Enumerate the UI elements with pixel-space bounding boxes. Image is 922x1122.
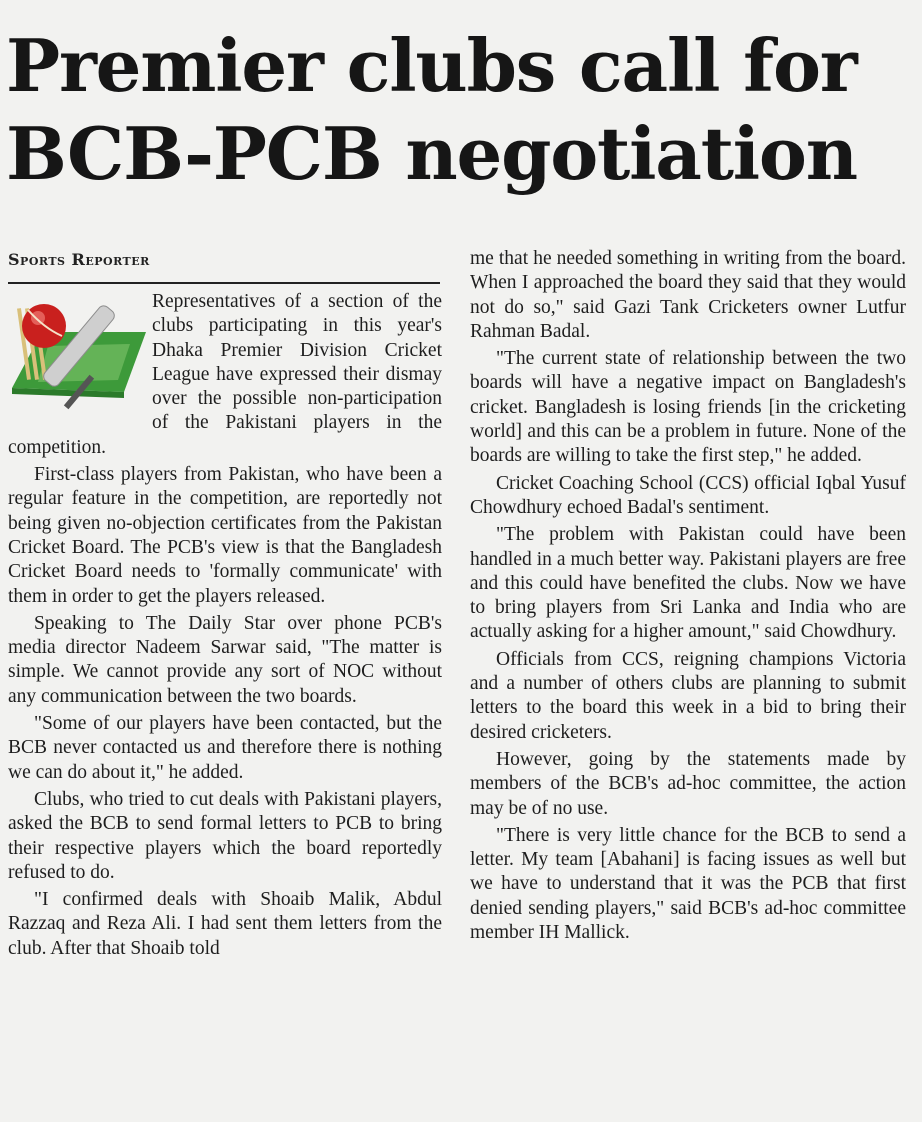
paragraph: However, going by the statements made by members of the BCB's ad-hoc committee, the action may be of no use. bbox=[470, 748, 906, 819]
paragraph: me that he needed something in writing from the board. When I approached the board they said that they would not do so," said Gazi Tank Cricketers owner Lutfur Rahman Badal. bbox=[470, 248, 906, 342]
paragraph: "I confirmed deals with Shoaib Malik, Abdul Razzaq and Reza Ali. I had sent them letters from the club. After that Shoaib told bbox=[8, 889, 442, 959]
byline-divider bbox=[8, 282, 440, 284]
paragraph: "The current state of relationship between the two boards will have a negative impact on Bangladesh's cricket. Bangladesh is losing friends [in the cricketing world] and this can be a problem in future. None of the boards are willing to take the first step," he added. bbox=[470, 348, 906, 467]
paragraph: Speaking to The Daily Star over phone PCB's media director Nadeem Sarwar said, "The matter is simple. We cannot provide any sort of NOC without any communication between the two boards. bbox=[8, 612, 442, 707]
paragraph: "Some of our players have been contacted, but the BCB never contacted us and therefore there is nothing we can do about it," he added. bbox=[8, 713, 442, 783]
paragraph: Clubs, who tried to cut deals with Pakistani players, asked the BCB to send formal letters to PCB to bring their respective players which the board reportedly refused to do. bbox=[8, 788, 442, 883]
article-column-right bbox=[470, 247, 906, 948]
headline-line-1: Premier clubs call for bbox=[6, 23, 857, 108]
paragraph: Representatives of a section of the clubs participating in this year's Dhaka Premier Division Cricket League have expressed their dismay over the possible non-participation of the Pakistani players in the competition. bbox=[8, 291, 442, 458]
paragraph: "The problem with Pakistan could have been handled in a much better way. Pakistani players are free and this could have benefited the clubs. Now we have to bring players from Sri Lanka and India who are actually asking for a higher amount," said Chowdhury. bbox=[470, 524, 906, 643]
paragraph: Officials from CCS, reigning champions Victoria and a number of others clubs are planning to submit letters to the board this week in a bid to bring their desired cricketers. bbox=[470, 648, 906, 743]
headline bbox=[6, 22, 906, 198]
byline: Sports Reporter bbox=[8, 250, 150, 269]
article-column-left bbox=[8, 290, 442, 964]
cricket-ball-bat-stumps-icon bbox=[8, 292, 146, 422]
paragraph: Cricket Coaching School (CCS) official Iqbal Yusuf Chowdhury echoed Badal's sentiment. bbox=[470, 472, 906, 518]
paragraph: First-class players from Pakistan, who have been a regular feature in the competition, are reportedly not being given no-objection certificates from the Pakistan Cricket Board. The PCB's view is that the Bangladesh Cricket Board needs to 'formally communicate' with them in order to get the players released. bbox=[8, 464, 442, 607]
headline-line-2: BCB-PCB negotiation bbox=[6, 111, 857, 196]
paragraph: "There is very little chance for the BCB to send a letter. My team [Abahani] is facing issues as well but we have to understand that it was the PCB that first denied sending players," said BCB's ad-hoc committee member IH Mallick. bbox=[470, 824, 906, 944]
